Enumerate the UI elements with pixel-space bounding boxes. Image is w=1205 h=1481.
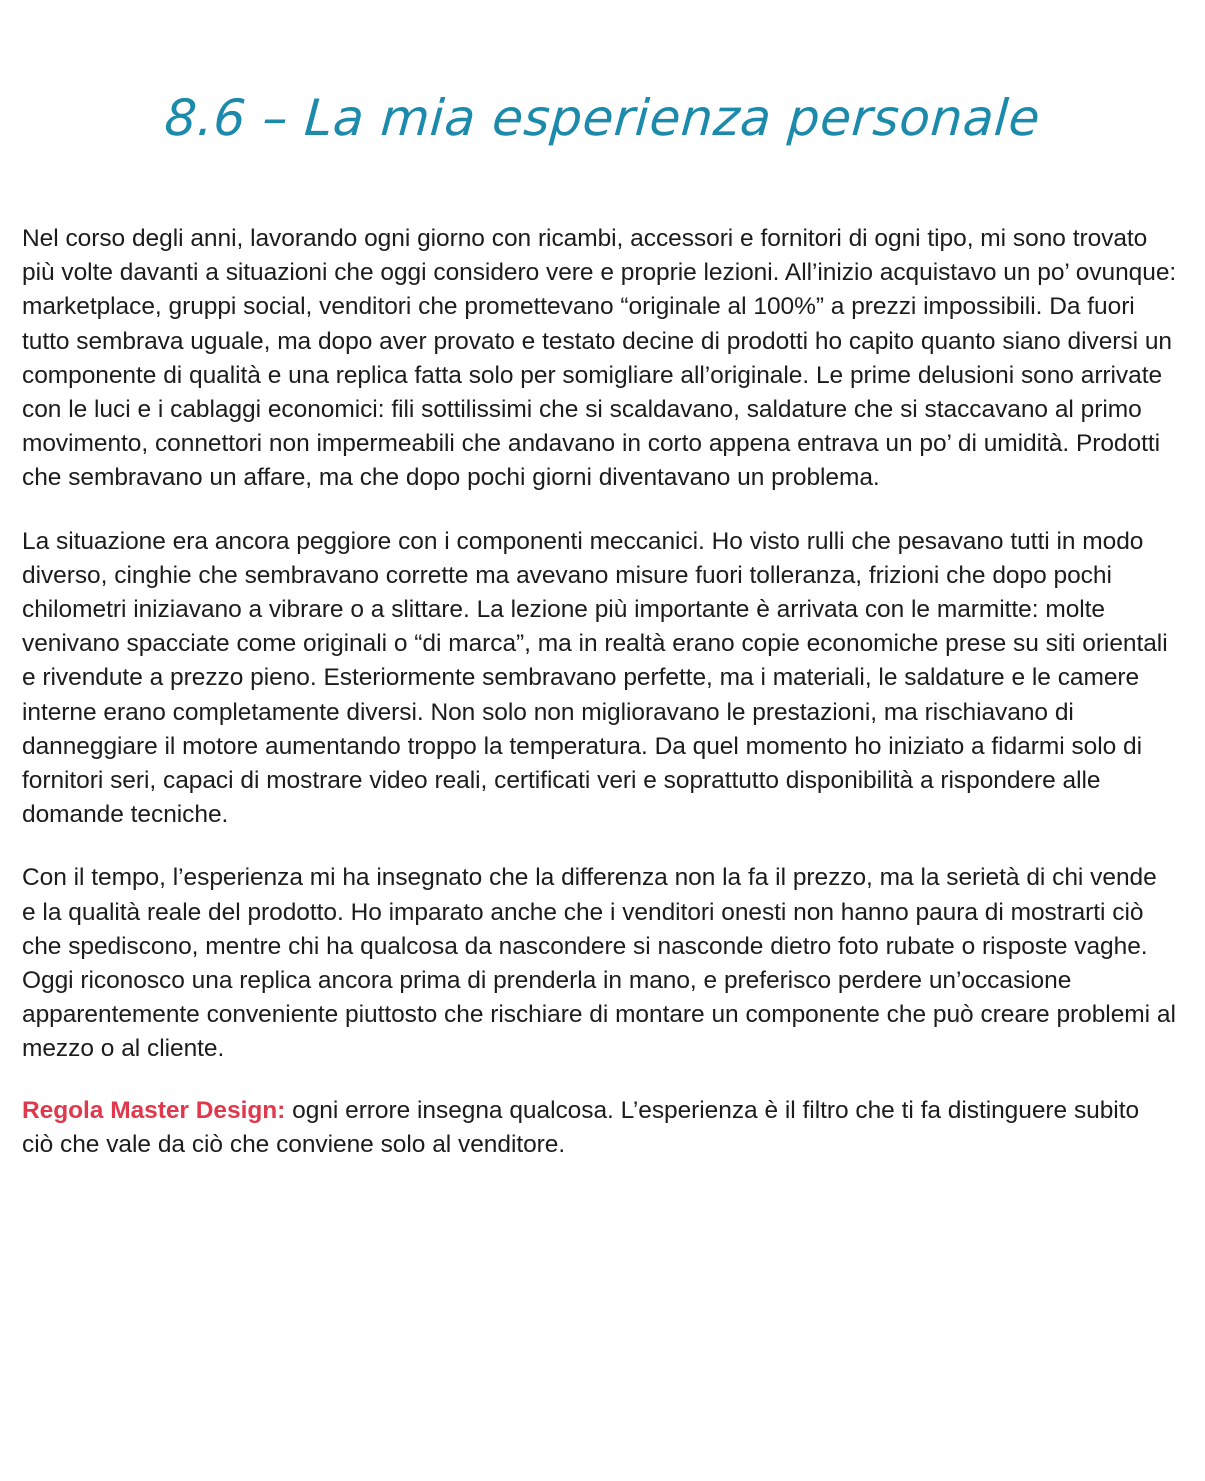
callout-body-text: ogni errore insegna qualcosa. L’esperienza è il filtro che ti fa distinguere subito ciò che vale da ciò che conviene solo al venditore. [22, 1096, 1140, 1158]
paragraph-3: Con il tempo, l’esperienza mi ha insegnato che la differenza non la fa il prezzo, ma la serietà di chi vende e la qualità reale del prodotto. Ho imparato anche che i venditori onesti non hanno paura di mostrarti ciò che spediscono, mentre chi ha qualcosa da nascondere si nasconde dietro foto rubate o risposte vaghe. Oggi riconosco una replica ancora prima di prenderla in mano, e preferisco perdere un’occasione apparentemente conveniente piuttosto che rischiare di montare un componente che può creare problemi al mezzo o al cliente. [22, 864, 1176, 1063]
page-title: 8.6 – La mia esperienza personale [162, 89, 1043, 147]
callout-lead-label: Regola Master Design: [22, 1096, 286, 1124]
callout-regola-master-design [22, 1094, 1177, 1162]
paragraph-1: Nel corso degli anni, lavorando ogni giorno con ricambi, accessori e fornitori di ogni tipo, mi sono trovato più volte davanti a situazioni che oggi considero vere e proprie lezioni. All’inizio acquistavo un po’ ovunque: marketplace, gruppi social, venditori che promettevano “originale al 100%” a prezzi impossibili. Da fuori tutto sembrava uguale, ma dopo aver provato e testato decine di prodotti ho capito quanto siano diversi un componente di qualità e una replica fatta solo per somigliare all’originale. Le prime delusioni sono arrivate con le luci e i cablaggi economici: fili sottilissimi che si scaldavano, saldature che si staccavano al primo movimento, connettori non impermeabili che andavano in corto appena entrava un po’ di umidità. Prodotti che sembravano un affare, ma che dopo pochi giorni diventavano un problema. [22, 225, 1177, 492]
paragraph-2: La situazione era ancora peggiore con i componenti meccanici. Ho visto rulli che pesavano tutti in modo diverso, cinghie che sembravano corrette ma avevano misure fuori tolleranza, frizioni che dopo pochi chilometri iniziavano a vibrare o a slittare. La lezione più importante è arrivata con le marmitte: molte venivano spacciate come originali o “di marca”, ma in realtà erano copie economiche prese su siti orientali e rivendute a prezzo pieno. Esteriormente sembravano perfette, ma i materiali, le saldature e le camere interne erano completamente diversi. Non solo non miglioravano le prestazioni, ma rischiavano di danneggiare il motore aumentando troppo la temperatura. Da quel momento ho iniziato a fidarmi solo di fornitori seri, capaci di mostrare video reali, certificati veri e soprattutto disponibilità a rispondere alle domande tecniche. [22, 527, 1168, 829]
document-body [22, 222, 1177, 1162]
